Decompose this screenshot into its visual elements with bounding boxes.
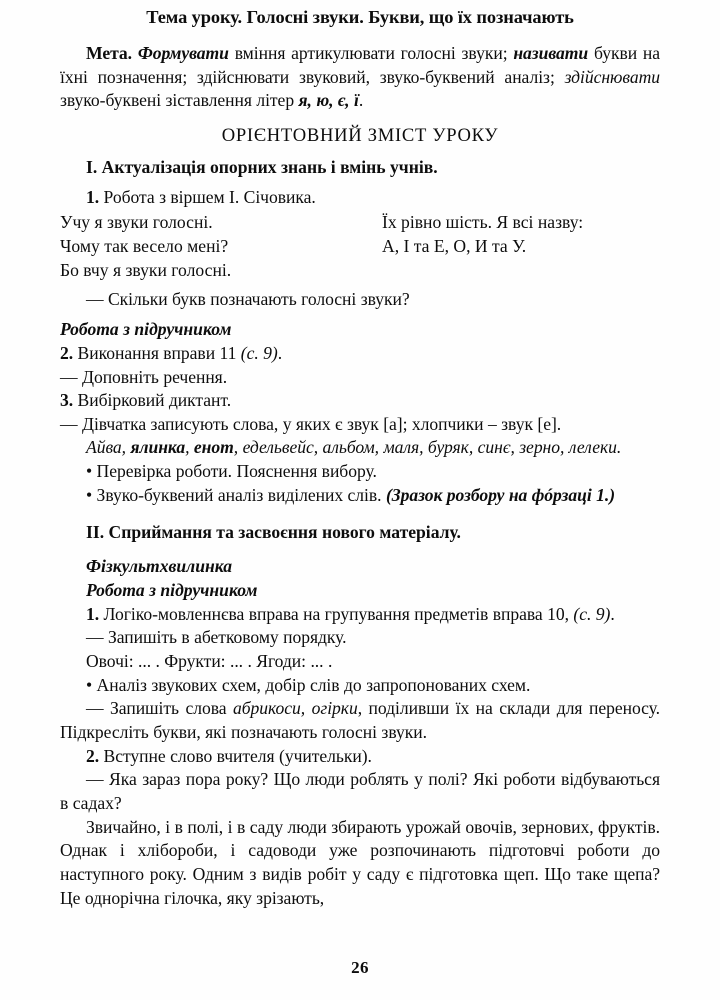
part-two-categories: Овочі: ... . Фрукти: ... . Ягоди: ... . <box>86 651 333 671</box>
poem-row <box>60 235 660 259</box>
page-title: Тема уроку. Голосні звуки. Букви, що їх позначають <box>146 7 574 27</box>
part-one-item-3-dash: — Дівчатка записують слова, у яких є звук [а]; хлопчики – звук [е]. <box>60 413 562 434</box>
page-content <box>60 0 660 910</box>
item-1-text: Робота з віршем І. Січовика. <box>99 186 316 207</box>
item-2-period: . <box>277 342 283 363</box>
poem-row <box>60 211 660 235</box>
subheading-fizkultkhvylynka: Фізкультхвилинка <box>86 556 233 577</box>
part-one-item-2 <box>60 342 660 366</box>
part-one-item-3 <box>60 389 660 413</box>
poem-line-left: Чому так весело мені? <box>60 236 229 257</box>
item-2-text: Виконання вправи 11 <box>73 342 241 363</box>
subheading-textbook-work-2: Робота з підручником <box>86 579 258 600</box>
heading-part-one: I. Актуалізація опорних знань і вмінь учнів. <box>86 157 438 178</box>
part-two-dash-1: — Запишіть в абетковому порядку. <box>86 627 347 648</box>
meta-text-2: вміння артикулювати голосні звуки; <box>228 42 514 63</box>
part-two-item-1-number: 1. <box>86 603 100 624</box>
page-number: 26 <box>351 958 369 977</box>
part-two-item-2-text: Вступне слово вчителя (учительки). <box>99 745 372 766</box>
part-two-item-1-text: Логіко-мовленнєва вправа на групування предметів вправа 10, <box>99 603 574 624</box>
meta-verb-1: Формувати <box>137 42 229 63</box>
part-one-bullet-2 <box>60 484 660 508</box>
wordlist-word-3: енот <box>193 437 234 458</box>
wordlist-word-2: ялинка <box>130 437 186 458</box>
wordlist-sep-2: , <box>185 437 194 458</box>
poem-line-left: Учу я звуки голосні. <box>60 212 213 233</box>
wordlist-paragraph <box>60 436 660 460</box>
part-two-paragraph: Звичайно, і в полі, і в саду люди збирають урожай овочів, зернових, фруктів. Однак і хлібороби, і садоводи уже розпочинають підготовчі роботи до наступного року. Одним з видів робіт у саду є підготовка щеп. Що таке щепа? Це однорічна гілочка, яку зрізають, <box>60 816 660 908</box>
part-two-dash-3: — Яка зараз пора року? Що люди роблять у полі? Які роботи відбуваються в садах? <box>60 769 660 813</box>
poem-line-right <box>382 259 660 283</box>
dash-2-pre: — Запишіть слова <box>86 698 233 719</box>
meta-text-6: звуко-буквені зіставлення літер <box>60 90 299 111</box>
part-two-item-1-period: . <box>610 603 615 624</box>
poem-row <box>60 259 660 283</box>
meta-text-8: . <box>358 90 364 111</box>
part-two-item-2-number: 2. <box>86 745 100 766</box>
wordlist-rest: , едельвейс, альбом, маля, буряк, синє, зерно, лелеки. <box>233 437 622 458</box>
part-one-item-2-dash: — Доповніть речення. <box>60 366 228 387</box>
dash-2-words: абрикоси, огірки <box>233 698 358 719</box>
poem-line-left: Бо вчу я звуки голосні. <box>60 259 232 280</box>
poem-line-right: А, І та Е, О, И та У. <box>382 236 527 257</box>
meta-paragraph <box>60 42 660 113</box>
wordlist-word-1: Айва <box>86 437 122 458</box>
part-two-item-2 <box>60 745 660 769</box>
part-two-bullet-1: • Аналіз звукових схем, добір слів до запропонованих схем. <box>86 674 531 695</box>
part-two-item-1-page-ref: (с. 9) <box>573 603 611 624</box>
heading-part-two: II. Сприймання та засвоєння нового матеріалу. <box>86 522 461 543</box>
part-two-dash-2 <box>60 697 660 744</box>
wordlist-sep-1: , <box>121 437 131 458</box>
poem-line-right: Їх рівно шість. Я всі назву: <box>382 212 584 233</box>
item-3-text: Вибірковий диктант. <box>73 390 232 411</box>
poem-block <box>60 211 660 282</box>
item-3-number: 3. <box>60 390 74 411</box>
item-1-number: 1. <box>86 186 100 207</box>
item-2-page-ref: (с. 9) <box>240 342 278 363</box>
meta-verb-2: називати <box>513 42 589 63</box>
bullet-2-text: • Звуко-буквений аналіз виділених слів. <box>86 484 386 505</box>
part-two-item-1 <box>60 603 660 627</box>
meta-label: Мета. <box>86 42 132 63</box>
meta-letters: я, ю, є, ї <box>298 90 359 111</box>
dash-2-post: , поділивши їх на склади для переносу. Підкресліть букви, які позначають голосні звуки. <box>60 698 660 742</box>
part-one-bullet-1: • Перевірка роботи. Пояснення вибору. <box>86 461 377 482</box>
section-heading: ОРІЄНТОВНИЙ ЗМІСТ УРОКУ <box>221 124 499 146</box>
item-2-number: 2. <box>60 342 74 363</box>
part-one-item-1 <box>60 186 660 210</box>
meta-verb-3: здійснювати <box>564 66 660 87</box>
bullet-2-note: (Зразок розбору на фóрзаці 1.) <box>385 484 616 505</box>
meta-text-4: букви на їхні позначення; здійснювати звуковий, звуко-буквений аналіз; <box>60 42 660 87</box>
subheading-textbook-work-1: Робота з підручником <box>60 319 232 340</box>
part-one-question: — Скільки букв позначають голосні звуки? <box>86 289 410 310</box>
